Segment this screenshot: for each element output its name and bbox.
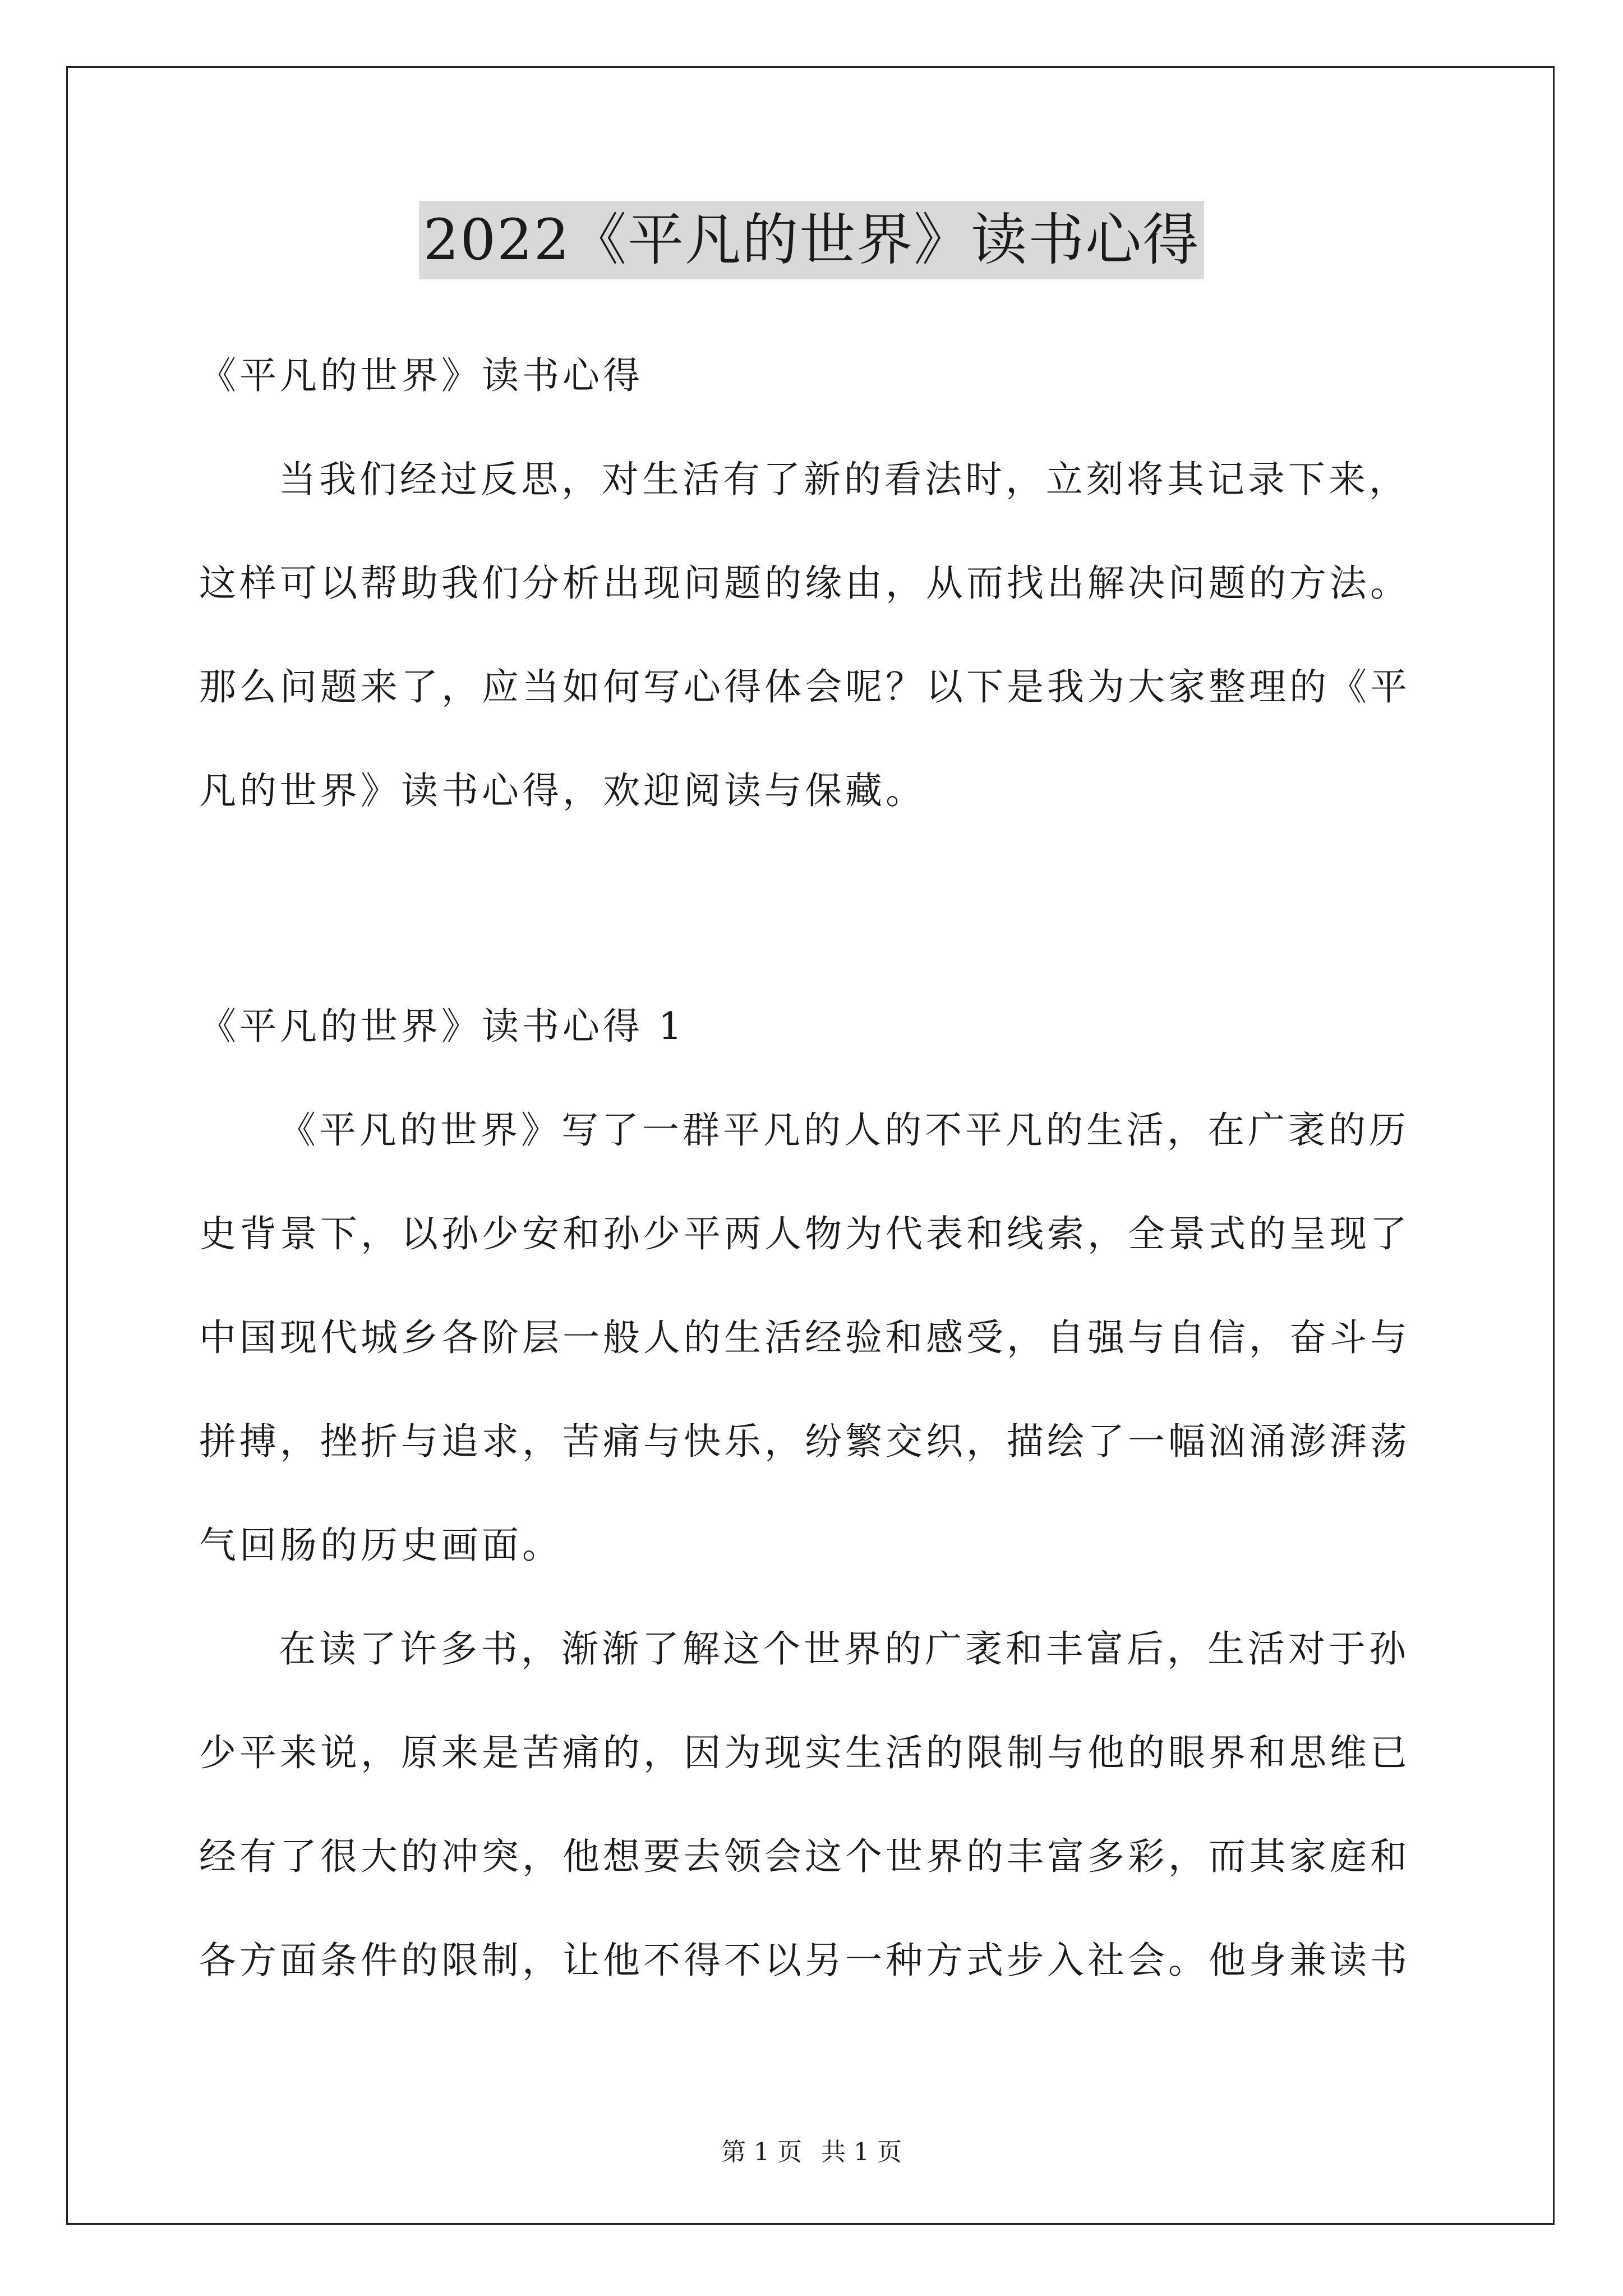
paragraph-line: 少平来说，原来是苦痛的，因为现实生活的限制与他的眼界和思维已 xyxy=(199,1731,1410,1774)
intro-line: 这样可以帮助我们分析出现问题的缘由，从而找出解决问题的方法。 xyxy=(199,562,1410,605)
document-subtitle: 《平凡的世界》读书心得 xyxy=(199,354,643,397)
paragraph-line: 在读了许多书，渐渐了解这个世界的广袤和丰富后，生活对于孙 xyxy=(279,1627,1409,1671)
paragraph-line: 气回肠的历史画面。 xyxy=(199,1524,562,1567)
page-footer xyxy=(0,2136,1623,2169)
intro-line: 凡的世界》读书心得，欢迎阅读与保藏。 xyxy=(199,769,926,812)
page-total: 共 1 页 xyxy=(821,2138,902,2166)
paragraph-line: 史背景下，以孙少安和孙少平两人物为代表和线索，全景式的呈现了 xyxy=(199,1212,1410,1255)
paragraph-line: 《平凡的世界》写了一群平凡的人的不平凡的生活，在广袤的历 xyxy=(279,1108,1409,1152)
intro-line: 当我们经过反思，对生活有了新的看法时，立刻将其记录下来， xyxy=(279,458,1409,501)
paragraph-line: 各方面条件的限制，让他不得不以另一种方式步入社会。他身兼读书 xyxy=(199,1939,1410,1982)
document-title: 2022《平凡的世界》读书心得 xyxy=(419,201,1205,279)
title-container xyxy=(0,201,1623,279)
section-heading: 《平凡的世界》读书心得 1 xyxy=(199,1005,685,1048)
page-number: 第 1 页 xyxy=(721,2138,802,2166)
paragraph-line: 中国现代城乡各阶层一般人的生活经验和感受，自强与自信，奋斗与 xyxy=(199,1316,1410,1359)
paragraph-line: 经有了很大的冲突，他想要去领会这个世界的丰富多彩，而其家庭和 xyxy=(199,1835,1410,1878)
intro-line: 那么问题来了，应当如何写心得体会呢？以下是我为大家整理的《平 xyxy=(199,665,1410,708)
paragraph-line: 拼搏，挫折与追求，苦痛与快乐，纷繁交织，描绘了一幅汹涌澎湃荡 xyxy=(199,1420,1410,1463)
